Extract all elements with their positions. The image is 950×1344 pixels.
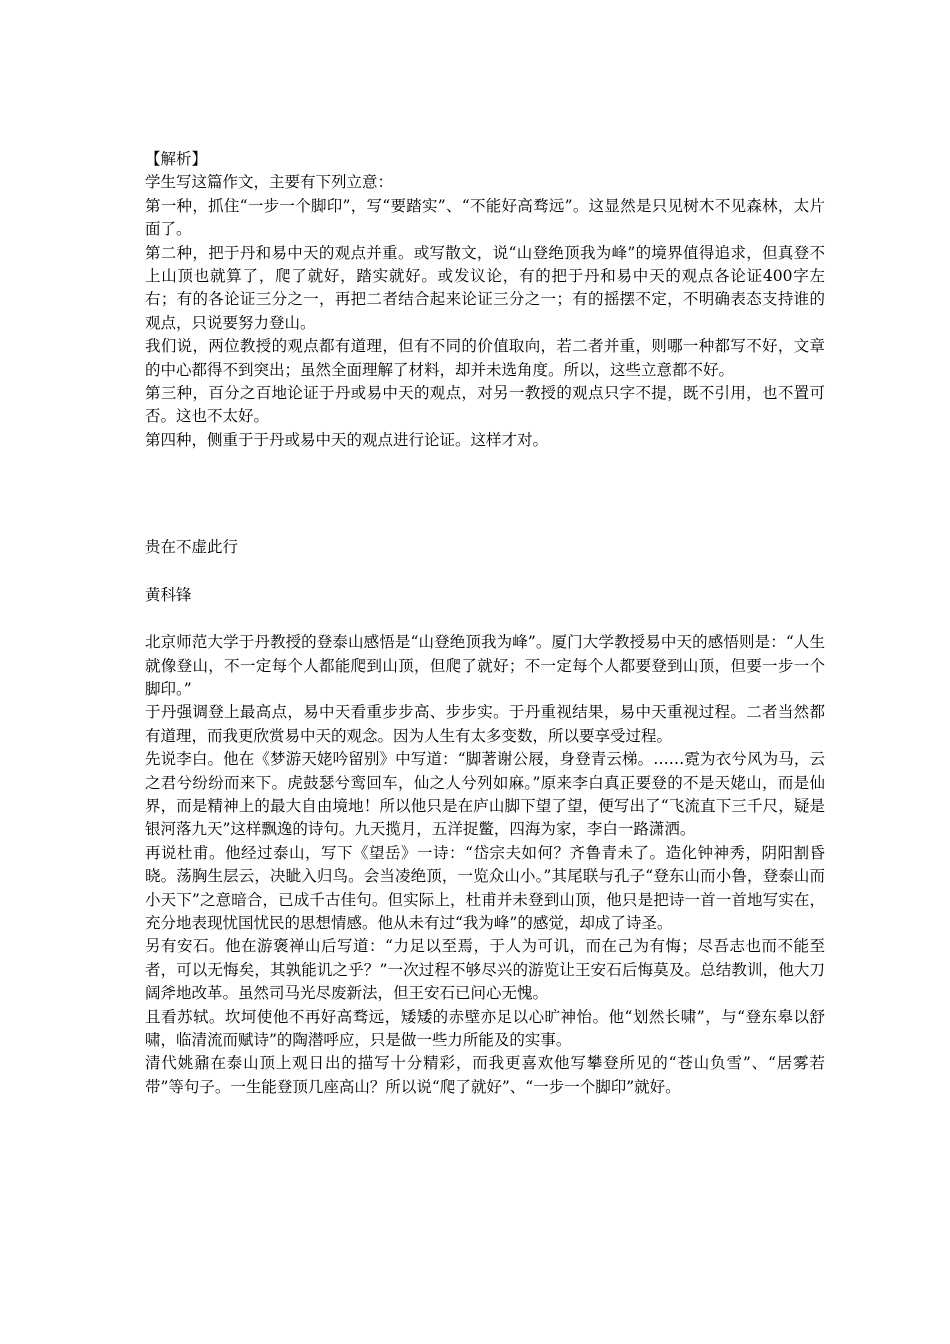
title-spacer	[145, 560, 825, 584]
essay-paragraph-2: 于丹强调登上最高点，易中天看重步步高、步步实。于丹重视结果，易中天重视过程。二者当然都有道理，而我更欣赏易中天的观念。因为人生有太多变数，所以要享受过程。	[145, 703, 825, 745]
essay-paragraph-3: 先说李白。他在《梦游天姥吟留别》中写道：“脚著谢公屐，身登青云梯。……霓为衣兮风为马，云之君兮纷纷而来下。虎鼓瑟兮鸾回车，仙之人兮列如麻。”原来李白真正要登的不是天姥山，而是仙界，而是精神上的最大自由境地！所以他只是在庐山脚下望了望，便写出了“飞流直下三千尺，疑是银河落九天”这样飘逸的诗句。九天揽月，五洋捉鳖，四海为家，李白一路潇洒。	[145, 750, 825, 839]
essay-paragraph-5: 另有安石。他在游褒禅山后写道：“力足以至焉，于人为可讥，而在己为有悔；尽吾志也而不能至者，可以无悔矣，其孰能讥之乎？”一次过程不够尽兴的游览让王安石后悔莫及。总结教训，他大刀阔斧地改革。虽然司马光尽废新法，但王安石已问心无愧。	[145, 937, 825, 1003]
analysis-paragraph-3: 第二种，把于丹和易中天的观点并重。或写散文，说“山登绝顶我为峰”的境界值得追求，但真登不上山顶也就算了，爬了就好，踏实就好。或发议论，有的把于丹和易中天的观点各论证400字左右；有的各论证三分之一，再把二者结合起来论证三分之一；有的摇摆不定，不明确表态支持谁的观点，只说要努力登山。	[145, 243, 825, 332]
analysis-paragraph-2: 第一种，抓住“一步一个脚印”，写“要踏实”、“不能好高骛远”。这显然是只见树木不见森林，太片面了。	[145, 196, 825, 239]
essay-title: 贵在不虚此行	[145, 538, 239, 557]
author-spacer	[145, 607, 825, 631]
essay-paragraph-1: 北京师范大学于丹教授的登泰山感悟是“山登绝顶我为峰”。厦门大学教授易中天的感悟则是：“人生就像登山，不一定每个人都能爬到山顶，但爬了就好；不一定每个人都要登到山顶，但要一步一个脚印。”	[145, 633, 825, 698]
analysis-paragraph-1: 学生写这篇作文，主要有下列立意：	[145, 173, 394, 192]
document-page	[145, 148, 825, 1099]
analysis-heading: 【解析】	[145, 150, 208, 168]
section-spacer	[145, 452, 825, 536]
essay-paragraph-7: 清代姚鼐在泰山顶上观日出的描写十分精彩，而我更喜欢他写攀登所见的“苍山负雪”、“居雾若带”等句子。一生能登顶几座高山？所以说“爬了就好”、“一步一个脚印”就好。	[145, 1054, 825, 1096]
analysis-paragraph-4: 我们说，两位教授的观点都有道理，但有不同的价值取向，若二者并重，则哪一种都写不好，文章的中心都得不到突出；虽然全面理解了材料，却并未选角度。所以，这些立意都不好。	[145, 337, 825, 379]
analysis-paragraph-5: 第三种，百分之百地论证于丹或易中天的观点，对另一教授的观点只字不提，既不引用，也不置可否。这也不太好。	[145, 384, 825, 426]
essay-paragraph-4: 再说杜甫。他经过泰山，写下《望岳》一诗：“岱宗夫如何？齐鲁青未了。造化钟神秀，阴阳割昏晓。荡胸生层云，决眦入归鸟。会当凌绝顶，一览众山小。”其尾联与孔子“登东山而小鲁，登泰山而小天下”之意暗合，已成千古佳句。但实际上，杜甫并未登到山顶，他只是把诗一首一首地写实在，充分地表现忧国忧民的思想情感。他从未有过“我为峰”的感觉，却成了诗圣。	[145, 843, 825, 932]
essay-paragraph-6: 且看苏轼。坎坷使他不再好高骛远，矮矮的赤壁亦足以心旷神怡。他“划然长啸”，与“登东皋以舒啸，临清流而赋诗”的陶潜呼应，只是做一些力所能及的实事。	[145, 1007, 825, 1049]
analysis-paragraph-6: 第四种，侧重于于丹或易中天的观点进行论证。这样才对。	[145, 430, 549, 449]
essay-author: 黄科锋	[145, 585, 192, 604]
